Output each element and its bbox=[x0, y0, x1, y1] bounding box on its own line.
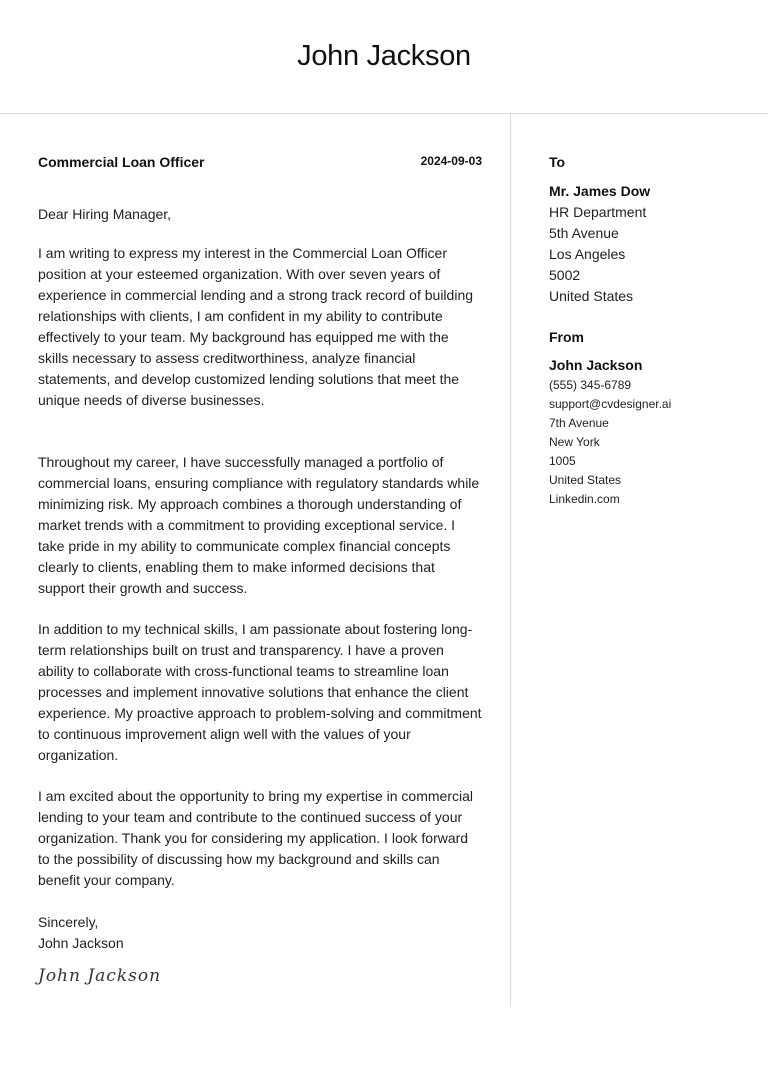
page-header bbox=[0, 0, 768, 114]
salutation: Dear Hiring Manager, bbox=[38, 206, 172, 222]
letter-body bbox=[38, 150, 482, 986]
column-divider bbox=[510, 114, 511, 1006]
sender-line: 7th Avenue bbox=[549, 416, 609, 430]
recipient-line: 5th Avenue bbox=[549, 225, 619, 241]
closing-name: John Jackson bbox=[38, 935, 124, 951]
address-sidebar bbox=[549, 150, 749, 509]
sender-website: Linkedin.com bbox=[549, 492, 620, 506]
paragraph: I am writing to express my interest in the Commercial Loan Officer position at your esteemed organization. With over seven years of experience in commercial lending and a strong track record of building relationships with clients, I am confident in my ability to contribute effectively to your team. My background has equipped me with the skills necessary to assess creditworthiness, analyze financial statements, and develop customized lending solutions that meet the unique needs of diverse businesses. bbox=[38, 245, 474, 408]
sender-line: New York bbox=[549, 435, 600, 449]
paragraph: In addition to my technical skills, I am passionate about fostering long-term relationships built on trust and transparency. I have a proven ability to collaborate with cross-functional teams to streamline loan processes and implement innovative solutions that enhance the client experience. My proactive approach to problem-solving and commitment to continuous improvement align well with the values of your organization. bbox=[38, 621, 482, 763]
letter-meta bbox=[38, 150, 482, 174]
sender-email: support@cvdesigner.ai bbox=[549, 397, 672, 411]
letter-date: 2024-09-03 bbox=[420, 154, 482, 168]
recipient-line: United States bbox=[549, 288, 634, 304]
sender-line: United States bbox=[549, 473, 622, 487]
recipient-heading: To bbox=[549, 154, 566, 170]
sender-name: John Jackson bbox=[549, 357, 643, 373]
paragraph: Throughout my career, I have successfully managed a portfolio of commercial loans, ensuring compliance with regulatory standards while minimizing risk. My approach combines a thorough understanding of market trends with a commitment to providing exceptional service. I take pride in my ability to communicate complex financial concepts clearly to clients, enabling them to make informed decisions that support their growth and success. bbox=[38, 454, 480, 596]
sender-heading: From bbox=[549, 329, 584, 345]
recipient-line: 5002 bbox=[549, 267, 581, 283]
paragraph: I am excited about the opportunity to bring my expertise in commercial lending to your team and contribute to the continued success of your organization. Thank you for considering my application. I look forward to the possibility of discussing how my background and skills can benefit your company. bbox=[38, 788, 473, 888]
recipient-line: HR Department bbox=[549, 204, 647, 220]
job-title: Commercial Loan Officer bbox=[38, 154, 205, 170]
sender-phone: (555) 345-6789 bbox=[549, 378, 632, 392]
sender-line: 1005 bbox=[549, 454, 576, 468]
applicant-name: John Jackson bbox=[297, 40, 471, 72]
closing bbox=[38, 912, 482, 954]
recipient-line: Los Angeles bbox=[549, 246, 626, 262]
recipient-name: Mr. James Dow bbox=[549, 183, 651, 199]
closing-phrase: Sincerely, bbox=[38, 914, 99, 930]
signature: John Jackson bbox=[38, 966, 162, 986]
